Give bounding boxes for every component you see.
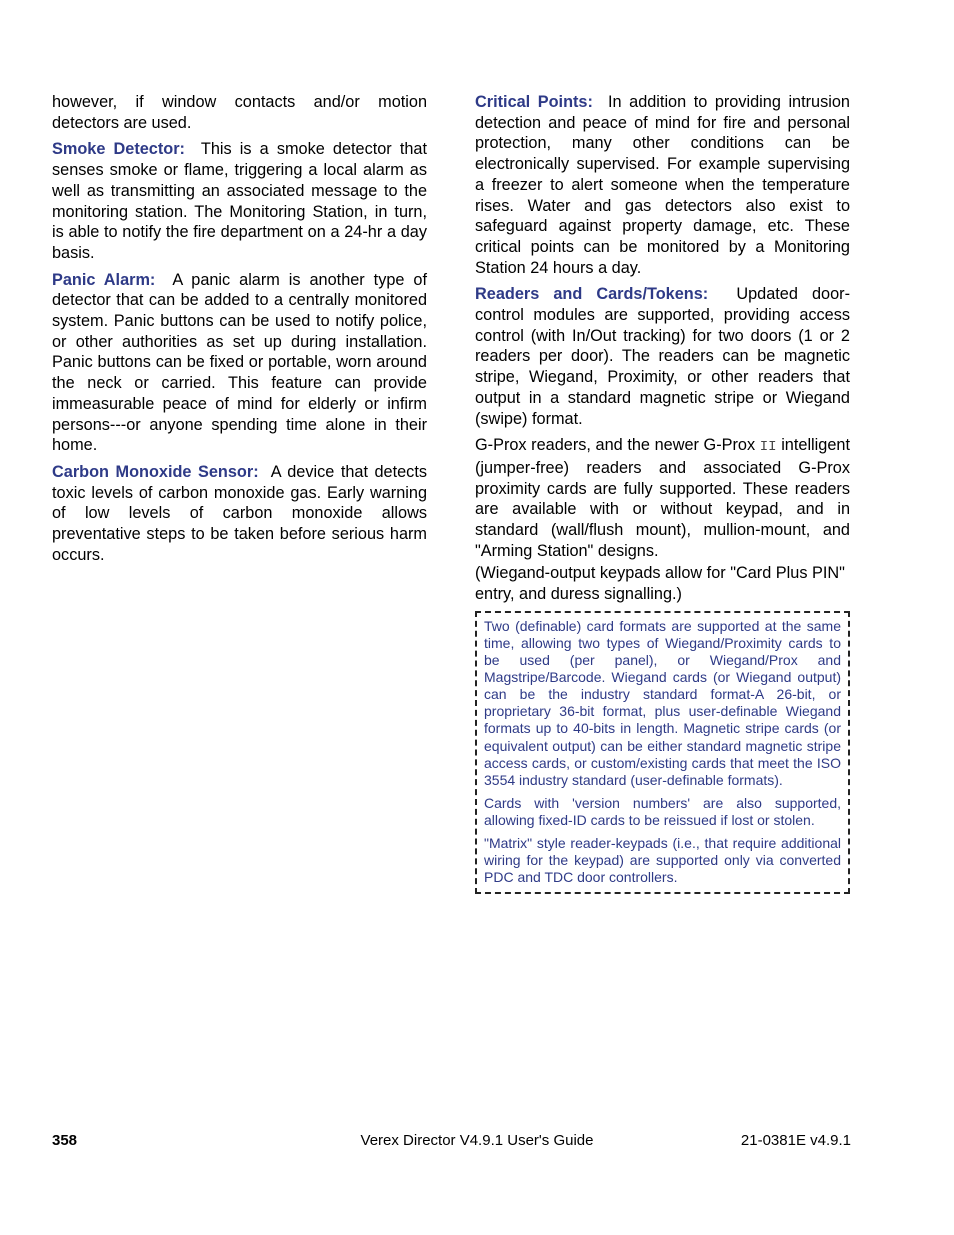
note-version-numbers: Cards with 'version numbers' are also supported, allowing fixed-ID cards to be reissued if lost or stolen. xyxy=(484,794,841,828)
wiegand-keypads-paragraph: (Wiegand-output keypads allow for "Card Plus PIN" entry, and duress signalling.) xyxy=(475,564,845,604)
panic-alarm-term: Panic Alarm: xyxy=(52,270,156,289)
gprox-paragraph xyxy=(475,435,850,561)
card-formats-note-box xyxy=(475,611,850,894)
gprox-text-after: intelligent (jumper-free) readers and associated G-Prox proximity cards are fully supported. These readers are available with or without keypad, and in standard (wall/flush mount), mullion-mount, and "Arming Station" designs. xyxy=(475,436,850,560)
smoke-detector-text: This is a smoke detector that senses smoke or flame, triggering a local alarm as well as transmitting an associated message to the monitoring station. The Monitoring Station, in turn, is able to notify the fire department on a 24-hr a day basis. xyxy=(52,140,427,262)
carbon-monoxide-text: A device that detects toxic levels of carbon monoxide gas. Early warning of low levels of carbon monoxide allows preventative steps to be taken before serious harm occurs. xyxy=(52,462,427,564)
readers-cards-paragraph xyxy=(475,284,850,429)
readers-cards-text: Updated door-control modules are supported, providing access control (with In/Out tracking) for two doors (1 or 2 readers per door). The readers can be magnetic stripe, Wiegand, Proximity, or other readers that output in a standard magnetic stripe or Wiegand (swipe) format. xyxy=(475,285,850,428)
smoke-detector-term: Smoke Detector: xyxy=(52,140,185,159)
footer-doc-id: 21-0381E v4.9.1 xyxy=(740,1132,851,1149)
critical-points-term: Critical Points: xyxy=(475,93,593,111)
carbon-monoxide-term: Carbon Monoxide Sensor: xyxy=(52,462,259,481)
carbon-monoxide-paragraph xyxy=(52,462,427,566)
smoke-detector-paragraph xyxy=(52,139,427,263)
left-column xyxy=(52,92,427,571)
page-number: 358 xyxy=(52,1132,78,1149)
right-column xyxy=(475,92,850,894)
note-matrix-keypads: "Matrix" style reader-keypads (i.e., that require additional wiring for the keypad) are supported only via converted PDC and TDC door controllers. xyxy=(484,835,841,886)
gprox-text-before: G-Prox readers, and the newer G-Prox xyxy=(475,436,756,455)
intro-paragraph: however, if window contacts and/or motion detectors are used. xyxy=(52,93,427,132)
panic-alarm-text: A panic alarm is another type of detector that can be added to a centrally monitored system. Panic buttons can be used to notify police, or other authorities as set up during installation. Panic buttons can be fixed or portable, worn around the neck or carried. This feature can provide immeasurable peace of mind for elderly or infirm persons---or anyone spending time alone in their home. xyxy=(52,270,427,455)
note-card-formats: Two (definable) card formats are supported at the same time, allowing two types of Wiegand/Proximity cards to be used (per panel), or Wiegand/Prox and Magstripe/Barcode. Wiegand cards (or Wiegand output) can be the industry standard format-A 26-bit, or proprietary 36-bit format, plus user-definable Wiegand formats up to 40-bits in length. Magnetic stripe cards (or equivalent output) can be either standard magnetic stripe access cards, or custom/existing cards that meet the ISO 3554 industry standard (user-definable formats). xyxy=(484,617,841,788)
panic-alarm-paragraph xyxy=(52,270,427,456)
gprox-numeral: II xyxy=(759,439,777,456)
readers-cards-term: Readers and Cards/Tokens: xyxy=(475,285,709,304)
critical-points-paragraph xyxy=(475,92,850,278)
critical-points-text: In addition to providing intrusion detection and peace of mind for fire and personal protection, many other conditions can be electronically supervised. For example supervising a freezer to alert someone when the temperature rises. Water and gas detectors also exist to safeguard against property damage, etc. These critical points can be monitored by a Monitoring Station 24 hours a day. xyxy=(475,93,850,277)
footer-title: Verex Director V4.9.1 User's Guide xyxy=(360,1132,594,1149)
